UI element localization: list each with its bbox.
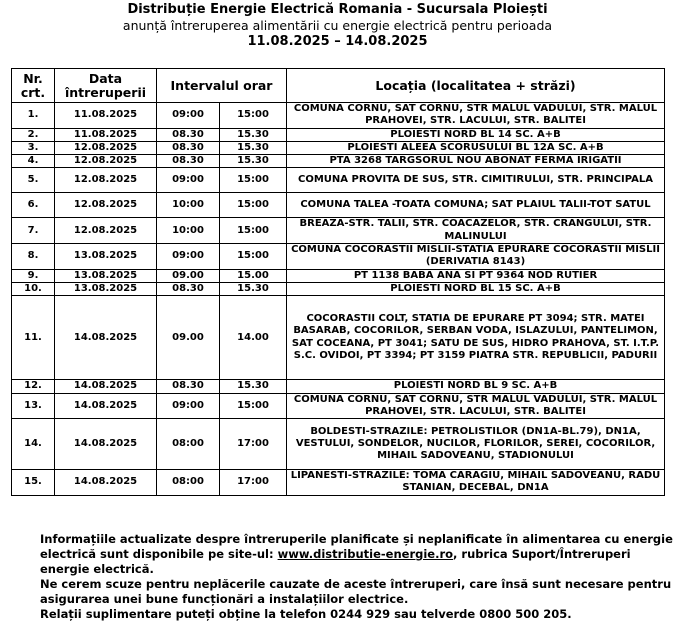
row-start-time: 09:00 [157, 168, 220, 193]
row-nr: 3. [12, 141, 55, 154]
outage-table [11, 68, 665, 496]
col-header-nr: Nr. crt. [12, 69, 55, 103]
row-end-time: 15:00 [220, 218, 287, 244]
col-header-location: Locația (localitatea + străzi) [287, 69, 665, 103]
row-location: PLOIESTI NORD BL 9 SC. A+B [287, 380, 665, 393]
footer-apology: Ne cerem scuze pentru neplăcerile cauzate de aceste întreruperi, care însă sunt necesare pentru asigurarea unei bune funcționări a instalațiilor electrice. [40, 577, 672, 606]
row-location: PLOIESTI NORD BL 14 SC. A+B [287, 128, 665, 141]
row-end-time: 15.30 [220, 155, 287, 168]
page-title: Distribuție Energie Electrică Romania - Sucursala Ploiești [127, 2, 548, 17]
row-location: COMUNA TALEA -TOATA COMUNA; SAT PLAIUL TALII-TOT SATUL [287, 193, 665, 218]
row-location: COCORASTII COLT, STATIA DE EPURARE PT 3094; STR. MATEI BASARAB, COCORILOR, SERBAN VODA, ISLAZULUI, PANTELIMON, SAT COCEANA, PT 3041; SATU DE SUS, HIDRO PRAHOVA, ST. I.T.P. S.C. OVIDOI, PT 3394; PT 3159 PIATRA STR. REPUBLICII, PADURII [287, 296, 665, 380]
table-row [12, 155, 665, 168]
footer-contact: Relații suplimentare puteți obține la telefon 0244 929 sau telverde 0800 500 205. [40, 607, 572, 621]
row-start-time: 09:00 [157, 393, 220, 419]
row-start-time: 09.00 [157, 269, 220, 282]
row-nr: 5. [12, 168, 55, 193]
row-date: 14.08.2025 [55, 419, 157, 470]
row-nr: 15. [12, 470, 55, 496]
row-end-time: 15.30 [220, 128, 287, 141]
row-end-time: 15.30 [220, 282, 287, 295]
row-location: BOLDESTI-STRAZILE: PETROLISTILOR (DN1A-BL.79), DN1A, VESTULUI, SONDELOR, NUCILOR, FLORILOR, SEREI, COCORILOR, MIHAIL SADOVEANU, STADIONULUI [287, 419, 665, 470]
row-nr: 10. [12, 282, 55, 295]
col-header-interval: Intervalul orar [157, 69, 287, 103]
row-location: COMUNA CORNU, SAT CORNU, STR MALUL VADULUI, STR. MALUL PRAHOVEI, STR. LACULUI, STR. BALITEI [287, 393, 665, 419]
row-date: 11.08.2025 [55, 128, 157, 141]
footer-info-text: Informațiile actualizate despre întreruperile planificate și neplanificate în alimentarea cu energie electrică sunt disponibile pe site-ul: [40, 532, 673, 561]
row-start-time: 09:00 [157, 103, 220, 129]
row-location: COMUNA PROVITA DE SUS, STR. CIMITIRULUI, STR. PRINCIPALA [287, 168, 665, 193]
table-body [12, 103, 665, 496]
table-row [12, 128, 665, 141]
row-date: 12.08.2025 [55, 193, 157, 218]
row-nr: 9. [12, 269, 55, 282]
row-start-time: 09:00 [157, 244, 220, 270]
row-nr: 14. [12, 419, 55, 470]
row-location: PTA 3268 TARGSORUL NOU ABONAT FERMA IRIGATII [287, 155, 665, 168]
row-end-time: 15.30 [220, 141, 287, 154]
page-header [0, 2, 675, 50]
table-row [12, 393, 665, 419]
row-end-time: 15:00 [220, 393, 287, 419]
row-start-time: 08:00 [157, 419, 220, 470]
row-nr: 11. [12, 296, 55, 380]
row-end-time: 15.00 [220, 269, 287, 282]
row-date: 14.08.2025 [55, 393, 157, 419]
footer-info-rest: , rubrica Suport/Întreruperi energie electrică. [40, 547, 631, 576]
row-end-time: 17:00 [220, 419, 287, 470]
row-location: PT 1138 BABA ANA SI PT 9364 NOD RUTIER [287, 269, 665, 282]
table-row [12, 103, 665, 129]
table-row [12, 296, 665, 380]
table-row [12, 193, 665, 218]
row-start-time: 08.30 [157, 282, 220, 295]
row-date: 13.08.2025 [55, 244, 157, 270]
row-start-time: 08.30 [157, 141, 220, 154]
table-row [12, 282, 665, 295]
row-date: 12.08.2025 [55, 141, 157, 154]
row-nr: 12. [12, 380, 55, 393]
row-end-time: 15:00 [220, 103, 287, 129]
row-location: PLOIESTI ALEEA SCORUSULUI BL 12A SC. A+B [287, 141, 665, 154]
row-nr: 8. [12, 244, 55, 270]
col-header-date: Data întreruperii [55, 69, 157, 103]
table-row [12, 218, 665, 244]
row-date: 14.08.2025 [55, 380, 157, 393]
table-row [12, 141, 665, 154]
row-start-time: 08.30 [157, 155, 220, 168]
row-end-time: 15:00 [220, 168, 287, 193]
row-end-time: 15.30 [220, 380, 287, 393]
footer-notes [0, 532, 675, 622]
row-start-time: 08.30 [157, 128, 220, 141]
table-row [12, 470, 665, 496]
row-date: 12.08.2025 [55, 218, 157, 244]
row-start-time: 10:00 [157, 218, 220, 244]
row-nr: 7. [12, 218, 55, 244]
row-nr: 2. [12, 128, 55, 141]
row-location: LIPANESTI-STRAZILE: TOMA CARAGIU, MIHAIL SADOVEANU, RADU STANIAN, DECEBAL, DN1A [287, 470, 665, 496]
row-start-time: 08:00 [157, 470, 220, 496]
row-location: COMUNA CORNU, SAT CORNU, STR MALUL VADULUI, STR. MALUL PRAHOVEI, STR. LACULUI, STR. BALITEI [287, 103, 665, 129]
row-date: 11.08.2025 [55, 103, 157, 129]
row-start-time: 08.30 [157, 380, 220, 393]
row-end-time: 15:00 [220, 193, 287, 218]
table-row [12, 419, 665, 470]
table-row [12, 269, 665, 282]
row-nr: 6. [12, 193, 55, 218]
row-nr: 13. [12, 393, 55, 419]
row-date: 13.08.2025 [55, 282, 157, 295]
row-location: PLOIESTI NORD BL 15 SC. A+B [287, 282, 665, 295]
row-end-time: 14.00 [220, 296, 287, 380]
row-end-time: 15:00 [220, 244, 287, 270]
row-date: 12.08.2025 [55, 168, 157, 193]
table-row [12, 168, 665, 193]
row-start-time: 10:00 [157, 193, 220, 218]
website-link[interactable]: www.distributie-energie.ro [277, 547, 454, 561]
period: 11.08.2025 – 14.08.2025 [247, 34, 428, 49]
row-date: 12.08.2025 [55, 155, 157, 168]
row-location: COMUNA COCORASTII MISLII-STATIA EPURARE COCORASTII MISLII (DERIVATIA 8143) [287, 244, 665, 270]
row-date: 13.08.2025 [55, 269, 157, 282]
table-row [12, 380, 665, 393]
row-nr: 4. [12, 155, 55, 168]
row-location: BREAZA-STR. TALII, STR. COACAZELOR, STR. CRANGULUI, STR. MALINULUI [287, 218, 665, 244]
row-date: 14.08.2025 [55, 296, 157, 380]
row-nr: 1. [12, 103, 55, 129]
row-date: 14.08.2025 [55, 470, 157, 496]
row-start-time: 09.00 [157, 296, 220, 380]
page-subtitle: anunță întreruperea alimentării cu energie electrică pentru perioada [122, 18, 553, 33]
footer-info [0, 532, 675, 577]
row-end-time: 17:00 [220, 470, 287, 496]
table-row [12, 244, 665, 270]
